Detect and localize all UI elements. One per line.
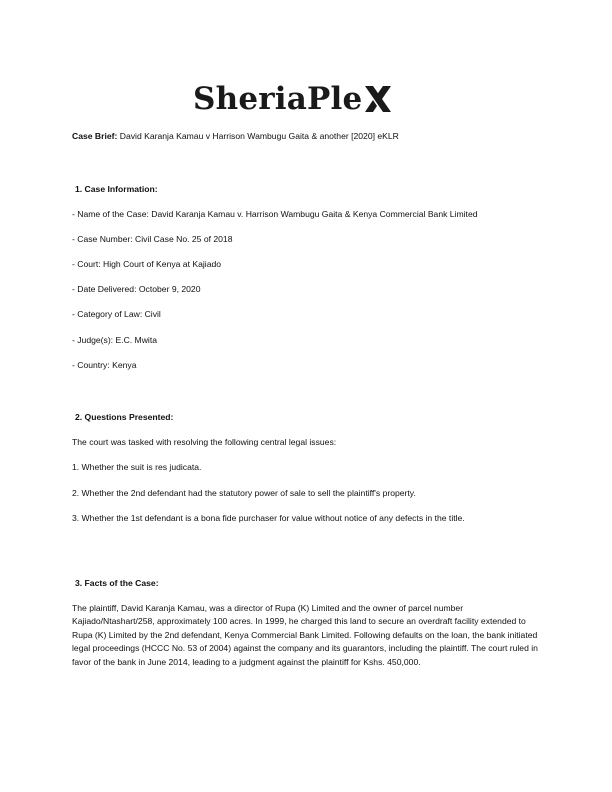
case-brief-title: David Karanja Kamau v Harrison Wambugu Gaita & another [2020] eKLR bbox=[117, 131, 399, 141]
case-info-number: - Case Number: Civil Case No. 25 of 2018 bbox=[72, 234, 233, 244]
case-info-name: - Name of the Case: David Karanja Kamau v. Harrison Wambugu Gaita & Kenya Commercial Bank Limited bbox=[72, 209, 478, 219]
case-info-category: - Category of Law: Civil bbox=[72, 309, 161, 319]
section-heading-facts: 3. Facts of the Case: bbox=[75, 578, 159, 588]
question-3: 3. Whether the 1st defendant is a bona fide purchaser for value without notice of any defects in the title. bbox=[72, 513, 465, 523]
facts-paragraph: The plaintiff, David Karanja Kamau, was a director of Rupa (K) Limited and the owner of parcel number Kajiado/Ntashart/258, approximately 100 acres. In 1999, he charged this land to secure an overdraft facility extended to Rupa (K) Limited by the 2nd defendant, Kenya Commercial Bank Limited. Following defaults on the loan, the bank initiated legal proceedings (HCCC No. 53 of 2004) against the company and its guarantors, including the plaintiff. The court ruled in favor of the bank in June 2014, leading to a judgment against the plaintiff for Kshs. 450,000. bbox=[72, 603, 538, 667]
case-info-country: - Country: Kenya bbox=[72, 360, 137, 370]
logo-text: SheriaPle bbox=[193, 80, 363, 117]
case-brief-label: Case Brief: bbox=[72, 131, 118, 141]
section-heading-questions: 2. Questions Presented: bbox=[75, 412, 174, 422]
question-2: 2. Whether the 2nd defendant had the statutory power of sale to sell the plaintiff's property. bbox=[72, 488, 416, 498]
case-brief-line bbox=[72, 131, 399, 142]
question-1: 1. Whether the suit is res judicata. bbox=[72, 462, 202, 472]
x-mark-icon bbox=[363, 82, 393, 116]
section-heading-case-information: 1. Case Information: bbox=[75, 184, 158, 194]
case-info-court: - Court: High Court of Kenya at Kajiado bbox=[72, 259, 222, 269]
sheriaplex-logo bbox=[193, 78, 393, 120]
case-info-date: - Date Delivered: October 9, 2020 bbox=[72, 284, 201, 294]
case-info-judges: - Judge(s): E.C. Mwita bbox=[72, 335, 158, 345]
questions-intro: The court was tasked with resolving the following central legal issues: bbox=[72, 437, 337, 447]
